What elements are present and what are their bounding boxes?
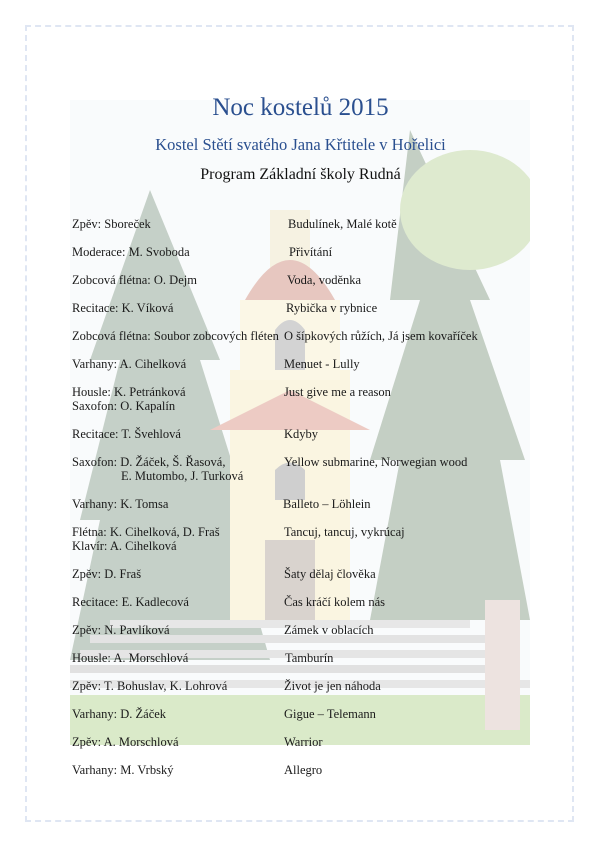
performer-line: Varhany: M. Vrbský [72, 763, 174, 777]
performer-line: Flétna: K. Cihelková, D. Fraš [72, 525, 220, 539]
performer-line: Saxofon: D. Žáček, Š. Řasová, [72, 455, 226, 469]
performer [72, 245, 190, 259]
piece: Život je jen náhoda [284, 679, 381, 693]
step [70, 665, 510, 673]
performer [72, 217, 151, 231]
performer-line: Recitace: E. Kadlecová [72, 595, 189, 609]
performer [72, 329, 279, 343]
piece: Gigue – Telemann [284, 707, 376, 721]
piece: Balleto – Löhlein [283, 497, 371, 511]
performer-line: Zpěv: D. Fraš [72, 567, 142, 581]
performer [72, 301, 173, 315]
performer [72, 623, 170, 637]
performer [72, 525, 220, 553]
piece: Přivítání [289, 245, 333, 259]
performer [72, 427, 181, 441]
performer-line: Saxofon: O. Kapalín [72, 399, 176, 413]
performer-line: Zpěv: T. Bohuslav, K. Lohrová [72, 679, 228, 693]
page-title: Noc kostelů 2015 [212, 94, 389, 121]
performer [72, 651, 188, 665]
piece: Budulínek, Malé kotě [288, 217, 397, 231]
performer-line: Varhany: A. Cihelková [72, 357, 187, 371]
performer [72, 357, 186, 371]
piece: Warrior [284, 735, 323, 749]
piece: Tancuj, tancuj, vykrúcaj [284, 525, 405, 539]
piece: Tamburín [285, 651, 334, 665]
piece: Menuet - Lully [284, 357, 360, 371]
performer [72, 455, 243, 483]
church-background-image [70, 100, 530, 745]
performer [72, 497, 168, 511]
program-heading: Program Základní školy Rudná [200, 166, 401, 183]
piece: Šaty dělaj člověka [284, 567, 376, 581]
church-illustration [70, 100, 530, 745]
piece: O šípkových růžích, Já jsem kovaříček [284, 329, 478, 343]
performer [72, 763, 173, 777]
performer-line: Housle: A. Morschlová [72, 651, 189, 665]
performer-line: Zobcová flétna: O. Dejm [72, 273, 197, 287]
performer [72, 273, 197, 287]
performer-line: Moderace: M. Svoboda [72, 245, 190, 259]
performer [72, 707, 166, 721]
piece: Rybička v rybnice [286, 301, 378, 315]
performer-line: Zpěv: N. Pavlíková [72, 623, 170, 637]
performer [72, 385, 186, 413]
performer-line: Klavír: A. Cihelková [72, 539, 177, 553]
performer-line: Housle: K. Petránková [72, 385, 186, 399]
performer [72, 595, 189, 609]
piece: Zámek v oblacích [284, 623, 374, 637]
piece: Kdyby [284, 427, 319, 441]
piece: Voda, voděnka [287, 273, 362, 287]
performer [72, 567, 141, 581]
performer-line: Recitace: K. Víková [72, 301, 174, 315]
piece: Allegro [284, 763, 323, 777]
performer [72, 735, 179, 749]
performer-line: Varhany: K. Tomsa [72, 497, 169, 511]
performer-line: Zobcová flétna: Soubor zobcových fléten [72, 329, 279, 343]
piece: Yellow submarine, Norwegian wood [284, 455, 468, 469]
performer-line: Zpěv: A. Morschlová [72, 735, 179, 749]
piece: Čas kráčí kolem nás [284, 595, 386, 609]
performer [72, 679, 227, 693]
performer-line: Zpěv: Sboreček [72, 217, 151, 231]
performer-line: E. Mutombo, J. Turková [121, 469, 244, 483]
page-subtitle: Kostel Stětí svatého Jana Křtitele v Hořelici [155, 135, 446, 154]
performer-line: Recitace: T. Švehlová [72, 427, 181, 441]
brick-pillar [485, 600, 520, 730]
piece: Just give me a reason [284, 385, 391, 399]
performer-line: Varhany: D. Žáček [72, 707, 167, 721]
